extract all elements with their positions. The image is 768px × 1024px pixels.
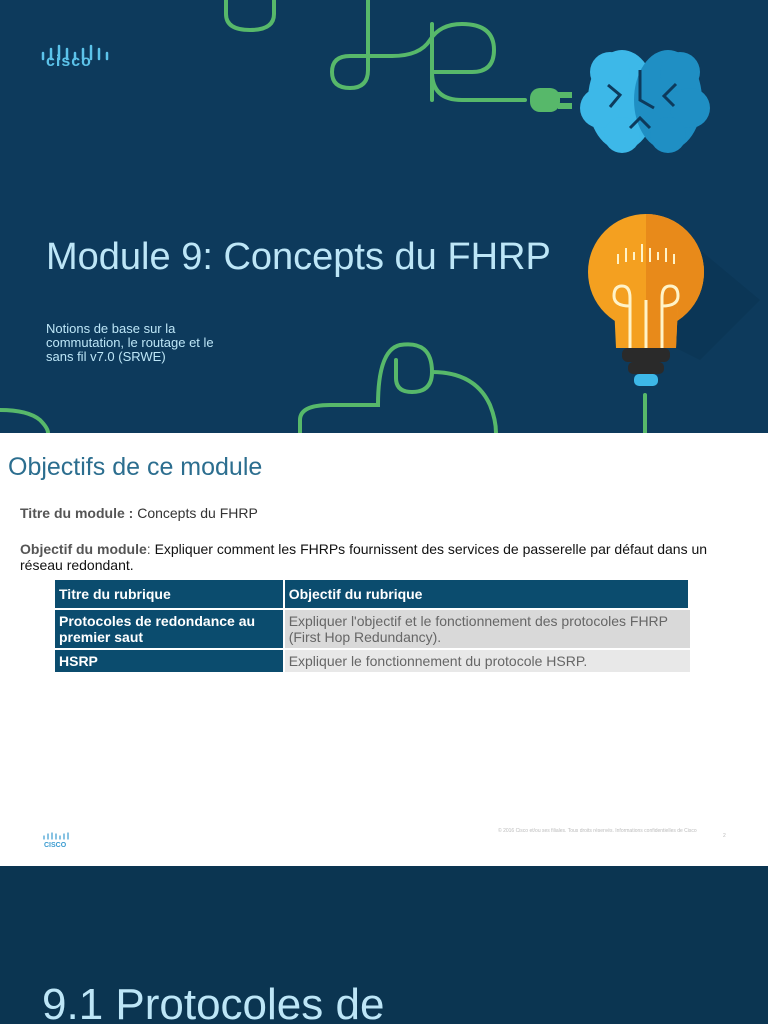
cisco-logo-text: cisco	[46, 53, 92, 70]
slide-subtitle-text: Notions de base sur la commutation, le routage et le sans fil v7.0 (SRWE)	[46, 321, 214, 364]
slide-title-text: Module 9: Concepts du FHRP	[46, 236, 551, 278]
circuit-decoration	[0, 0, 768, 433]
table-header-objective: Objectif du rubrique	[285, 580, 690, 608]
module-objective-line: Objectif du module: Expliquer comment les FHRPs fournissent des services de passerelle par défaut dans un réseau redondant.	[20, 541, 708, 573]
section-title: 9.1 Protocoles de	[42, 980, 385, 1024]
table-row	[55, 610, 690, 648]
page-number: 2	[723, 833, 726, 839]
module-objective-value: Expliquer comment les FHRPs fournissent des services de passerelle par défaut dans un réseau redondant.	[20, 541, 708, 573]
module-title-line	[20, 505, 258, 521]
svg-text:CISCO: CISCO	[44, 842, 67, 849]
plug-icon	[530, 88, 572, 112]
table-cell-topic: HSRP	[55, 650, 285, 672]
module-objective-label: Objectif du module	[20, 541, 147, 557]
circuit-line-main	[332, 0, 525, 100]
module-title-label: Titre du module :	[20, 505, 134, 521]
table-header-row	[55, 580, 690, 608]
slide-section	[0, 866, 768, 1024]
table-row	[55, 650, 690, 672]
table-cell-objective: Expliquer le fonctionnement du protocole HSRP.	[285, 650, 690, 672]
lightbulb-icon	[588, 214, 760, 386]
table-cell-objective: Expliquer l'objectif et le fonctionnement des protocoles FHRP (First Hop Redundancy).	[285, 610, 690, 648]
circuit-line-bottom-right	[432, 372, 496, 433]
brain-icon	[580, 50, 710, 153]
table-header-topic: Titre du rubrique	[55, 580, 285, 608]
circuit-line-top-left	[226, 0, 274, 30]
topics-table	[55, 578, 690, 674]
objectives-title: Objectifs de ce module	[8, 453, 263, 481]
slide-title	[0, 0, 768, 433]
table-cell-topic: Protocoles de redondance au premier saut	[55, 610, 285, 648]
module-title-value: Concepts du FHRP	[137, 505, 258, 521]
footer-copyright: © 2016 Cisco et/ou ses filiales. Tous droits réservés. Informations confidentielles de Cisco	[498, 828, 697, 834]
circuit-line-bottom	[300, 344, 432, 433]
circuit-line-left	[0, 410, 48, 433]
slide-objectives	[0, 433, 768, 866]
footer-cisco-logo-icon	[42, 831, 72, 851]
